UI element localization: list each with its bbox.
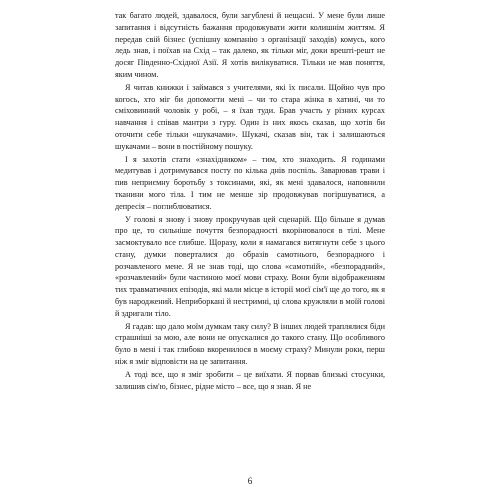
paragraph: Я гадав: що дало моїм думкам таку силу? В інших людей траплялися біди страшніші за мою, але вони не опускалися до такого стану. Що особливого було в мені і так глибоко вкоренилося в моєму страху? Минули роки, перш ніж я зміг відповісти на це запитання.: [115, 321, 385, 366]
body-text: [115, 10, 385, 394]
paragraph: І я захотів стати «знахідником» – тим, хто знаходить. Я годинами медитував і дотримувався посту по кілька днів поспіль. Заварював трави і пив неприємну боротьбу з токсинами, які, як мені здавалося, наповнили тканини мого тіла. І тим не менше зір продовжував погіршуватися, а депресія – поглиблюватися.: [115, 154, 385, 211]
paragraph: Я читав книжки і займався з учителями, які їх писали. Щойно чув про когось, хто міг би допомогти мені – чи то стара жінка в хатині, чи то сміховинний чоловік у робі, – я їхав туди. Брав участь у різних курсах навчання і співав мантри з гуру. Один із них якось сказав, що хотів би оточити себе тільки «шукачами». Шукачі, сказав він, так і залишаються шукачами – вони в постійному пошуку.: [115, 82, 385, 151]
paragraph-continuation: так багато людей, здавалося, були загублені й нещасні. У мене були лише запитання і відсутність бажання продовжувати жити колишнім життям. Я передав свій бізнес (успішну компанію з організації заходів) комусь, кого ледь знав, і поїхав на Схід – так далеко, як тільки міг, доки врешті-решт не досяг Південно-Східної Азії. Я хотів вилікуватися. Тільки не мав поняття, яким чином.: [115, 11, 385, 79]
paragraph: У голові я знову і знову прокручував цей сценарій. Що більше я думав про це, то сильніше почуття безпорадності вкорінювалося в тілі. Мене засмоктувало все глибше. Щоразу, коли я намагався витягнути себе з цього стану, думки поверталися до образів самотнього, безпорадного і розчавленого мене. Я не знав тоді, що слова «самотній», «безпорадний», «розчавлений» були частиною моєї мови страху. Вони були відображенням тих травматичних епізодів, які мали місце в історії моєї сім'ї ще до того, як я був народжений. Неприборкані й нестримні, ці слова кружляли в моїй голові й здригали тіло.: [115, 214, 385, 318]
page-number: 6: [247, 476, 253, 486]
paragraph: А тоді все, що я зміг зробити – це виїхати. Я порвав близькі стосунки, залишив сім'ю, бізнес, рідне місто – все, що я знав. Я не: [115, 369, 385, 391]
